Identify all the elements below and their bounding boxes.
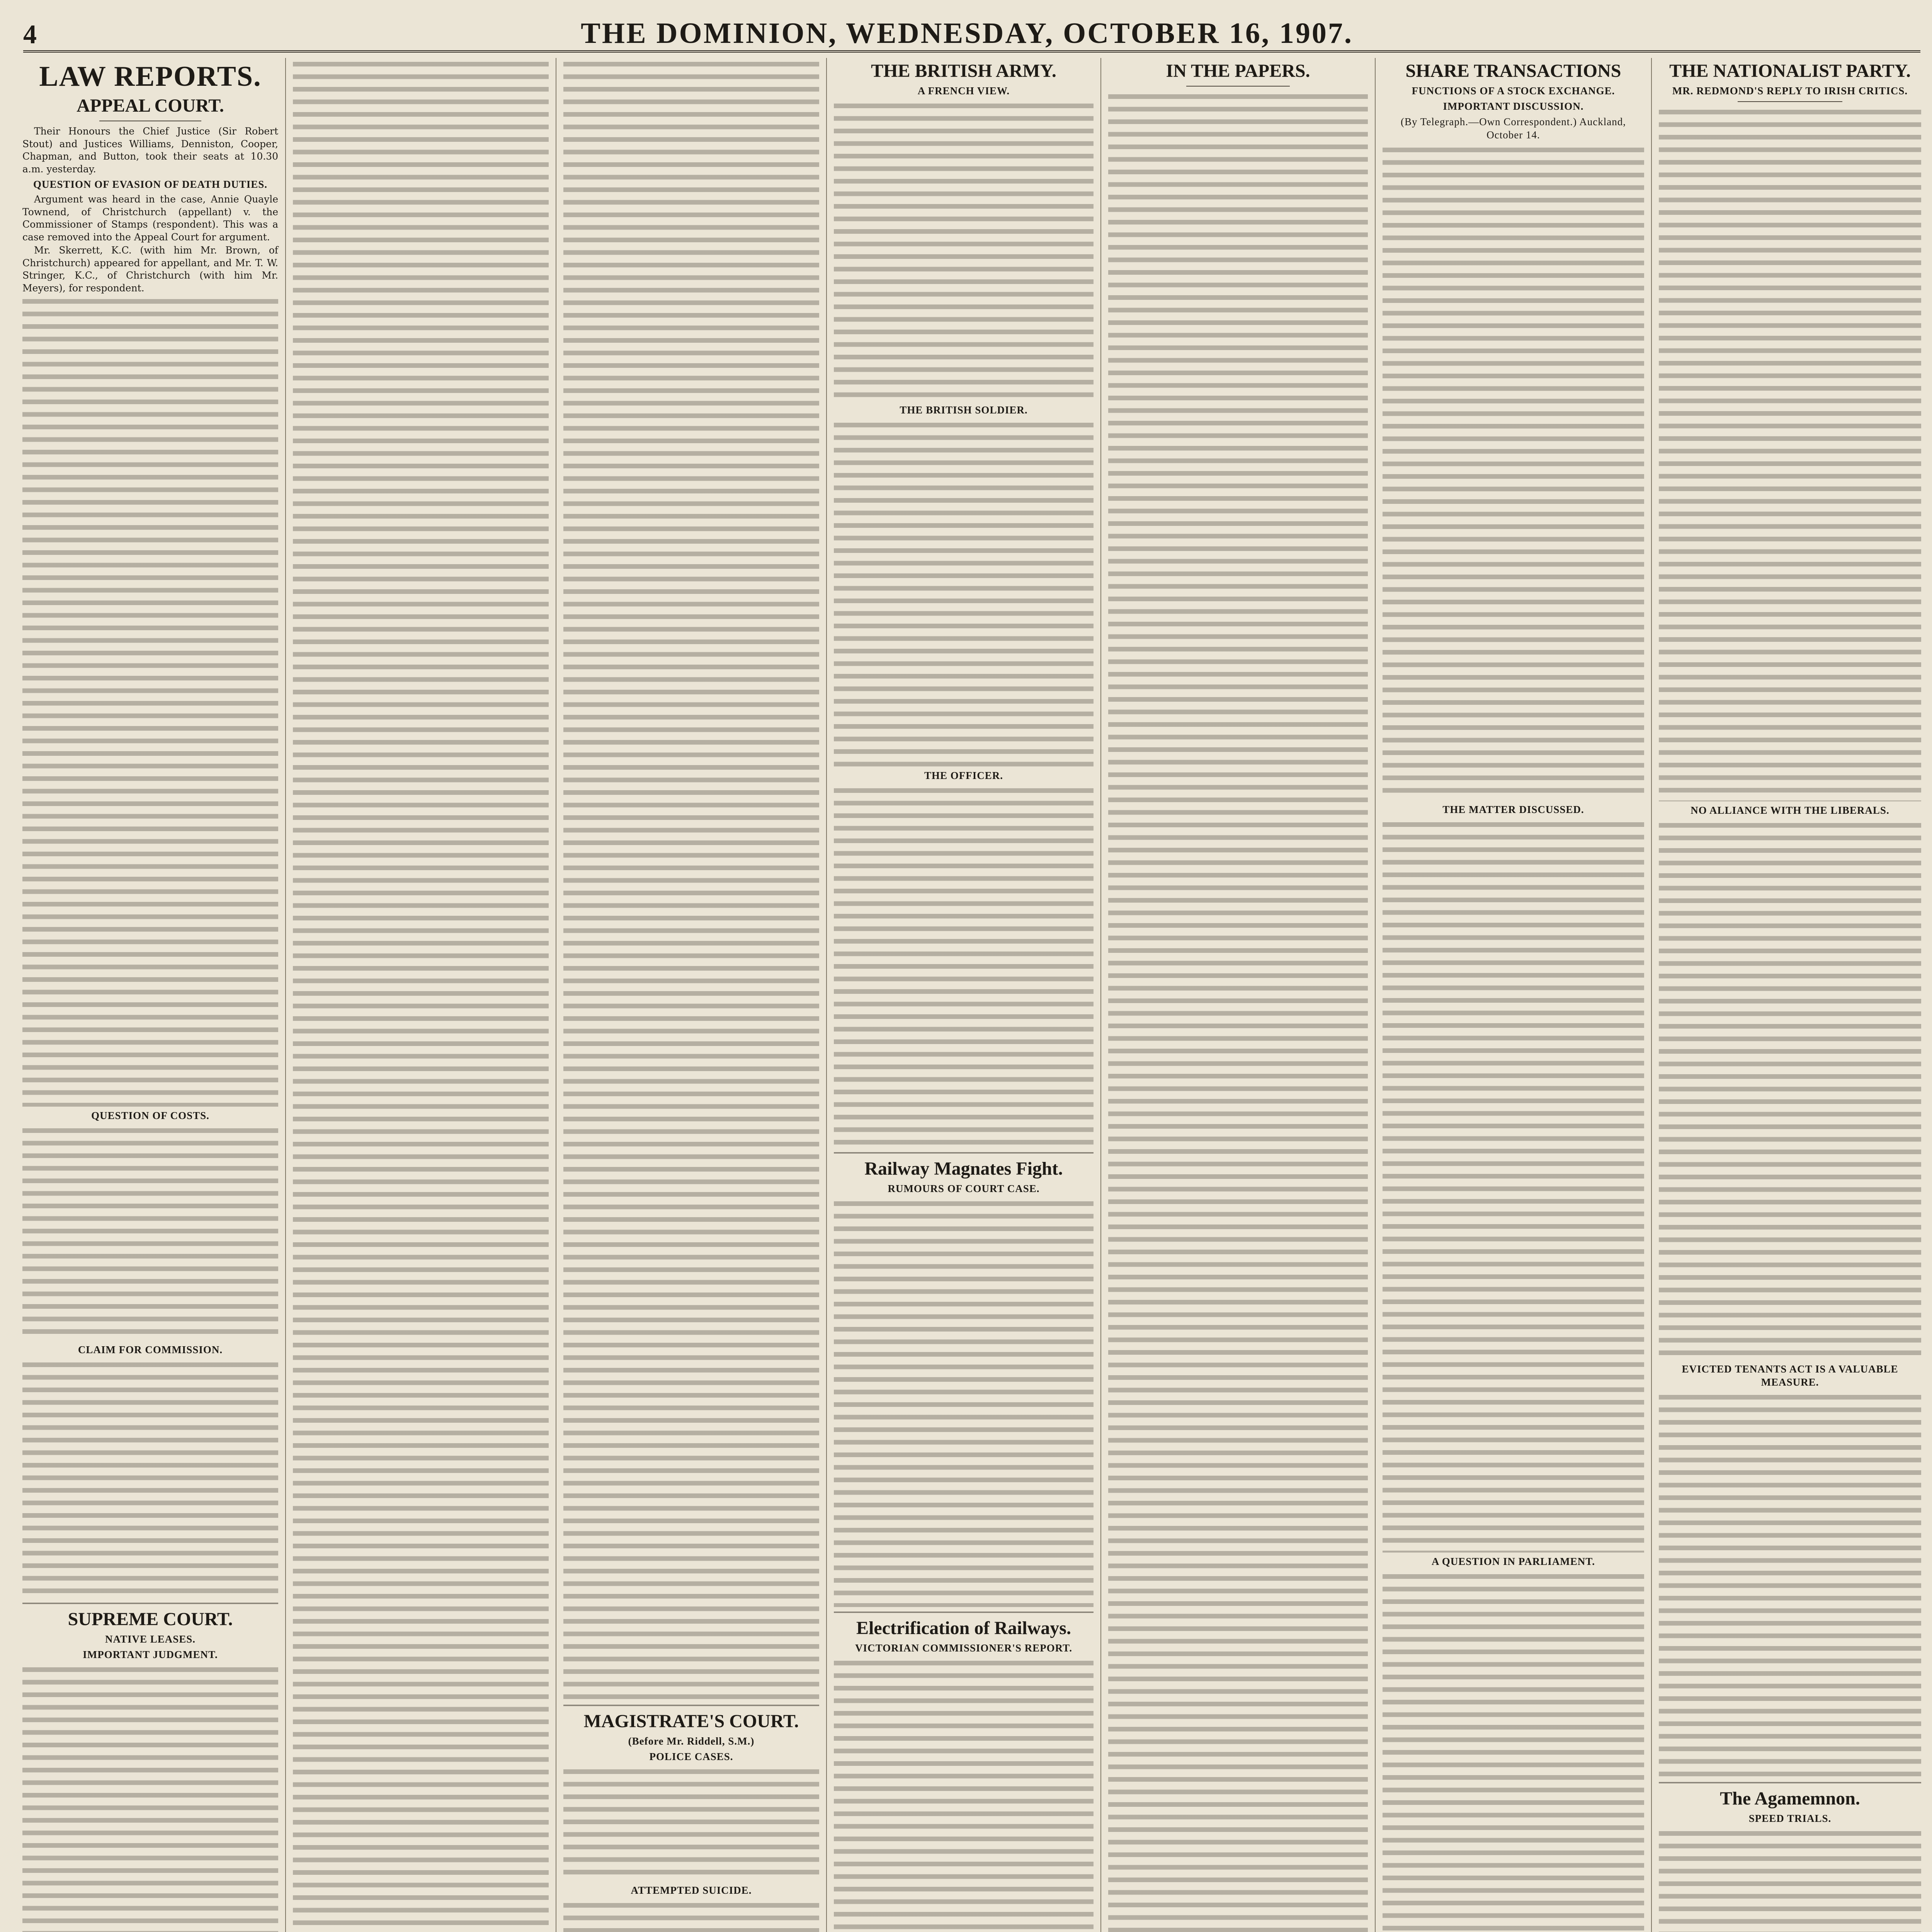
article-text-block — [22, 1359, 278, 1598]
subheading-police-cases: POLICE CASES. — [649, 1751, 733, 1762]
columns — [15, 58, 1928, 1932]
article-text-block — [293, 58, 549, 1932]
subheading-rumours: RUMOURS OF COURT CASE. — [888, 1183, 1040, 1194]
subheading-officer: THE OFFICER. — [924, 770, 1003, 781]
agamemnon-heading: The Agamemnon. — [1720, 1788, 1860, 1809]
article-text-block — [834, 784, 1094, 1148]
share-transactions-heading: SHARE TRANSACTIONS — [1405, 61, 1621, 81]
subheading-no-alliance: NO ALLIANCE WITH THE LIBERALS. — [1690, 804, 1889, 816]
subheading-attempted-suicide: ATTEMPTED SUICIDE. — [631, 1884, 752, 1896]
column-2 — [286, 58, 556, 1932]
article-text-block — [563, 1899, 819, 1932]
electrification-heading: Electrification of Railways. — [856, 1618, 1071, 1638]
appeal-court-intro: Their Honours the Chief Justice (Sir Robert Stout) and Justices Williams, Denniston, Cooper, Chapman, and Button, took their seats at 10.30 a.m. yesterday. — [22, 126, 278, 175]
subheading-french-view: A FRENCH VIEW. — [917, 85, 1010, 97]
subheading-before: (Before Mr. Riddell, S.M.) — [628, 1735, 755, 1747]
article-text-block — [834, 1657, 1094, 1932]
in-the-papers-heading: IN THE PAPERS. — [1166, 61, 1310, 81]
article-text-block — [834, 1197, 1094, 1607]
article-text-block — [1659, 1391, 1921, 1777]
article-text-block — [22, 1663, 278, 1932]
page-number: 4 — [23, 20, 37, 49]
article-text-block — [1659, 1827, 1921, 1932]
subheading-victorian-report: VICTORIAN COMMISSIONER'S REPORT. — [855, 1642, 1072, 1654]
article-text-block — [563, 58, 819, 1700]
magistrates-court-heading: MAGISTRATE'S COURT. — [583, 1711, 799, 1731]
masthead — [23, 8, 1920, 53]
subheading-matter-discussed: THE MATTER DISCUSSED. — [1442, 804, 1584, 815]
article-paragraph: Argument was heard in the case, Annie Quayle Townend, of Christchurch (appellant) v. the Commissioner of Stamps (respondent). This was a case removed into the Appeal Court for argument. — [22, 194, 278, 243]
article-text-block — [22, 295, 278, 1107]
column-in-the-papers — [1101, 58, 1376, 1932]
subheading-costs: QUESTION OF COSTS. — [91, 1110, 209, 1121]
subheading-evicted-tenants: EVICTED TENANTS ACT IS A VALUABLE MEASURE. — [1682, 1363, 1898, 1388]
subheading-question-parliament: A QUESTION IN PARLIAMENT. — [1431, 1556, 1595, 1567]
british-army-heading: THE BRITISH ARMY. — [871, 61, 1056, 81]
subheading-speed-trials: SPEED TRIALS. — [1748, 1813, 1832, 1824]
subheading-death-duties: QUESTION OF EVASION OF DEATH DUTIES. — [33, 179, 268, 190]
column-share-transactions — [1376, 58, 1652, 1932]
subheading-commission: CLAIM FOR COMMISSION. — [78, 1344, 223, 1355]
column-nationalist-party — [1652, 58, 1928, 1932]
article-text-block — [22, 1124, 278, 1341]
subheading-important-discussion: IMPORTANT DISCUSSION. — [1443, 100, 1584, 112]
article-text-block — [563, 1765, 819, 1881]
article-text-block — [1659, 106, 1921, 801]
column-british-army — [827, 58, 1101, 1932]
law-reports-heading: LAW REPORTS. — [39, 61, 262, 92]
column-law-reports — [15, 58, 286, 1932]
subheading-redmond-reply: MR. REDMOND'S REPLY TO IRISH CRITICS. — [1672, 85, 1908, 97]
article-text-block — [834, 419, 1094, 767]
dateline: (By Telegraph.—Own Correspondent.) Auckland, October 14. — [1401, 116, 1626, 141]
subheading-important-judgment: IMPORTANT JUDGMENT. — [83, 1649, 218, 1660]
article-text-block — [1108, 90, 1368, 1932]
article-text-block — [1383, 1570, 1644, 1932]
masthead-title: THE DOMINION, WEDNESDAY, OCTOBER 16, 1907. — [581, 17, 1353, 49]
article-paragraph: Mr. Skerrett, K.C. (with him Mr. Brown, of Christchurch) appeared for appellant, and Mr. T. W. Stringer, K.C., of Christchurch (with him Mr. Meyers), for respondent. — [22, 245, 278, 294]
supreme-court-heading: SUPREME COURT. — [68, 1609, 233, 1629]
subheading-british-soldier: THE BRITISH SOLDIER. — [900, 404, 1028, 416]
subheading-native-leases: NATIVE LEASES. — [105, 1633, 196, 1645]
railway-magnates-heading: Railway Magnates Fight. — [864, 1158, 1063, 1179]
nationalist-party-heading: THE NATIONALIST PARTY. — [1669, 61, 1911, 81]
article-text-block — [1383, 818, 1644, 1553]
column-3 — [556, 58, 827, 1932]
appeal-court-heading: APPEAL COURT. — [77, 95, 224, 116]
subheading-stock-exchange: FUNCTIONS OF A STOCK EXCHANGE. — [1412, 85, 1615, 97]
article-text-block — [1383, 144, 1644, 801]
article-text-block — [834, 100, 1094, 401]
article-text-block — [1659, 819, 1921, 1360]
